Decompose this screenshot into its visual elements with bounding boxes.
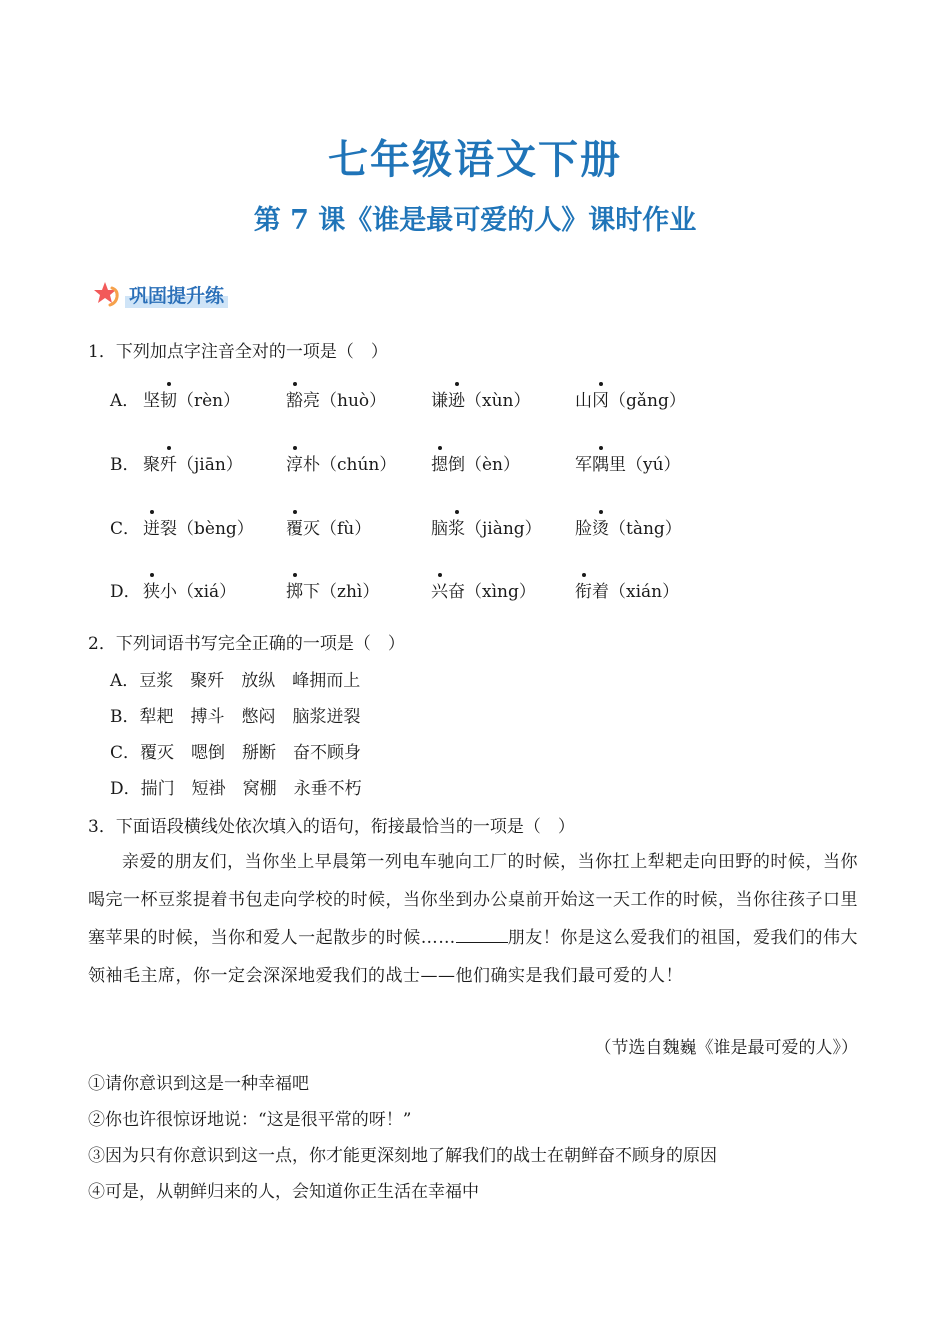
q1-option-d-word-2 bbox=[286, 577, 379, 602]
word-char: 谦 bbox=[431, 391, 448, 411]
word-char: 朴 bbox=[303, 455, 320, 475]
q1-option-b-word-3 bbox=[431, 450, 520, 475]
pinyin: （èn） bbox=[465, 455, 521, 475]
q2-stem: 2．下列词语书写完全正确的一项是（ ） bbox=[88, 634, 405, 654]
word-char: 脑 bbox=[431, 519, 448, 539]
section-label: 巩固提升练 bbox=[125, 281, 228, 308]
q1-option-b-letter: B． bbox=[110, 455, 140, 475]
pinyin: （jiàng） bbox=[465, 519, 542, 539]
page-subtitle: 第 7 课《谁是最可爱的人》课时作业 bbox=[253, 205, 697, 236]
q3-passage bbox=[88, 843, 858, 995]
star-icon bbox=[93, 280, 121, 308]
q1-option-a-word-2 bbox=[286, 386, 386, 411]
q1-option-d-word-1 bbox=[143, 577, 236, 602]
word-char: 小 bbox=[160, 582, 177, 602]
q3-item-1: ①请你意识到这是一种幸福吧 bbox=[88, 1074, 309, 1094]
q2-option-a: A．豆浆 聚歼 放纵 峰拥而上 bbox=[110, 671, 361, 691]
pinyin: （yú） bbox=[626, 455, 681, 475]
pinyin: （chún） bbox=[320, 455, 397, 475]
dotted-char: 逊 bbox=[448, 386, 465, 411]
q1-option-a-word-4 bbox=[575, 386, 686, 411]
q1-option-a-letter: A． bbox=[110, 391, 140, 411]
word-char: 山 bbox=[575, 391, 592, 411]
dotted-char: 衔 bbox=[575, 577, 592, 602]
section-header bbox=[93, 280, 228, 308]
pinyin: （gǎng） bbox=[609, 391, 686, 411]
pinyin: （xián） bbox=[609, 582, 680, 602]
dotted-char: 淳 bbox=[286, 450, 303, 475]
pinyin: （huò） bbox=[320, 391, 387, 411]
dotted-char: 兴 bbox=[431, 577, 448, 602]
q2-option-c: C．覆灭 嗯倒 掰断 奋不顾身 bbox=[110, 743, 362, 763]
q1-option-b-word-1 bbox=[143, 450, 243, 475]
word-char: 裂 bbox=[160, 519, 177, 539]
page-title: 七年级语文下册 bbox=[328, 137, 622, 183]
pinyin: （fù） bbox=[320, 519, 372, 539]
q1-option-d-letter: D． bbox=[110, 582, 141, 602]
dotted-char: 隅 bbox=[592, 450, 609, 475]
pinyin: （zhì） bbox=[320, 582, 380, 602]
passage-text-before: 亲爱的朋友们，当你坐上早晨第一列电车驰向工厂的时候，当你扛上犁耙走向田野的时候，当你喝完一杯豆浆提着书包走向学校的时候，当你坐到办公桌前开始这一天工作的时候，当你往孩子口里塞苹果的时候，当你和爱人一起散步的时候…… bbox=[88, 852, 858, 948]
passage-blank bbox=[456, 942, 508, 943]
q1-stem: 1．下列加点字注音全对的一项是（ ） bbox=[88, 342, 388, 362]
dotted-char: 覆 bbox=[286, 514, 303, 539]
q2-option-d: D．揣门 短褂 窝棚 永垂不朽 bbox=[110, 779, 362, 799]
q1-option-b-word-2 bbox=[286, 450, 396, 475]
word-char: 着 bbox=[592, 582, 609, 602]
q1-option-c-word-3 bbox=[431, 514, 542, 539]
passage-text-after: 朋友！你是这么爱我们的祖国，爱我们的伟大领袖毛主席，你一定会深深地爱我们的战士——他们确实是我们最可爱的人！ bbox=[88, 928, 859, 986]
word-char: 奋 bbox=[448, 582, 465, 602]
word-char: 亮 bbox=[303, 391, 320, 411]
dotted-char: 狭 bbox=[143, 577, 160, 602]
q3-item-2: ②你也许很惊讶地说：“这是很平常的呀！” bbox=[88, 1110, 412, 1130]
pinyin: （xùn） bbox=[465, 391, 531, 411]
q1-option-c-word-4 bbox=[575, 514, 682, 539]
dotted-char: 摁 bbox=[431, 450, 448, 475]
dotted-char: 豁 bbox=[286, 386, 303, 411]
q1-option-a-word-1 bbox=[143, 386, 240, 411]
q1-option-d-word-4 bbox=[575, 577, 679, 602]
q2-option-b: B．犁耙 搏斗 憋闷 脑浆迸裂 bbox=[110, 707, 361, 727]
pinyin: （xiá） bbox=[177, 582, 237, 602]
word-char: 倒 bbox=[448, 455, 465, 475]
pinyin: （bèng） bbox=[177, 519, 254, 539]
word-char: 下 bbox=[303, 582, 320, 602]
pinyin: （rèn） bbox=[177, 391, 241, 411]
word-char: 聚 bbox=[143, 455, 160, 475]
q1-option-a-word-3 bbox=[431, 386, 531, 411]
dotted-char: 烫 bbox=[592, 514, 609, 539]
pinyin: （jiān） bbox=[177, 455, 243, 475]
word-char: 坚 bbox=[143, 391, 160, 411]
q1-option-c-word-2 bbox=[286, 514, 371, 539]
dotted-char: 冈 bbox=[592, 386, 609, 411]
q1-option-b-word-4 bbox=[575, 450, 681, 475]
q1-option-c-letter: C． bbox=[110, 519, 141, 539]
pinyin: （tàng） bbox=[609, 519, 682, 539]
dotted-char: 迸 bbox=[143, 514, 160, 539]
word-char: 灭 bbox=[303, 519, 320, 539]
q3-stem: 3．下面语段横线处依次填入的语句，衔接最恰当的一项是（ ） bbox=[88, 817, 575, 837]
word-char: 军 bbox=[575, 455, 592, 475]
dotted-char: 掷 bbox=[286, 577, 303, 602]
q3-item-3: ③因为只有你意识到这一点，你才能更深刻地了解我们的战士在朝鲜奋不顾身的原因 bbox=[88, 1146, 717, 1166]
dotted-char: 浆 bbox=[448, 514, 465, 539]
word-char: 脸 bbox=[575, 519, 592, 539]
word-char: 里 bbox=[609, 455, 626, 475]
q3-source: （节选自魏巍《谁是最可爱的人》） bbox=[594, 1038, 858, 1058]
dotted-char: 歼 bbox=[160, 450, 177, 475]
q1-option-d-word-3 bbox=[431, 577, 536, 602]
q3-item-4: ④可是，从朝鲜归来的人，会知道你正生活在幸福中 bbox=[88, 1182, 479, 1202]
q1-option-c-word-1 bbox=[143, 514, 254, 539]
dotted-char: 韧 bbox=[160, 386, 177, 411]
pinyin: （xìng） bbox=[465, 582, 536, 602]
